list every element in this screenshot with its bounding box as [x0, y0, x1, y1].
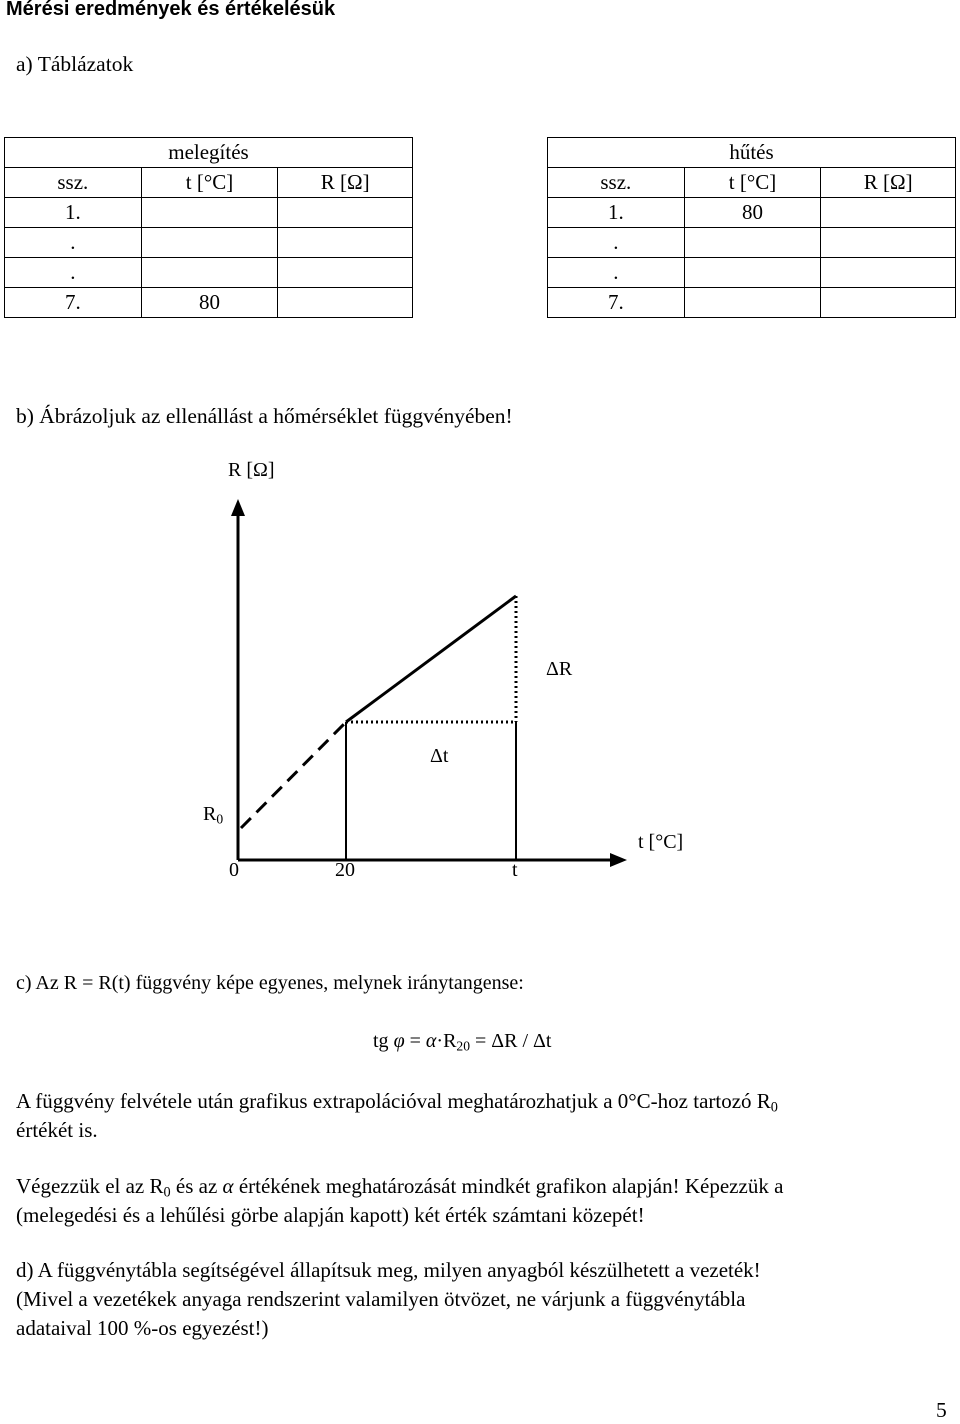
table-cell: . — [5, 258, 142, 288]
section-d-text: d) A függvénytábla segítségével állapítsuk meg, milyen anyagból készülhetett a vezeték! (Mivel a vezetékek anyaga rendszerint valamilyen ötvözet, ne várjunk a függvénytábla adataival 100 %-os egyezést!) — [16, 1258, 761, 1340]
measured-line — [346, 596, 516, 722]
x-axis-label: t [°C] — [638, 831, 684, 853]
extrapolation-line — [241, 722, 346, 828]
x-axis-arrow-icon — [610, 853, 627, 867]
section-a-label: a) Táblázatok — [16, 52, 134, 76]
heating-table-title: melegítés — [5, 138, 413, 168]
table-cell: 80 — [141, 288, 278, 318]
cooling-table-title: hűtés — [548, 138, 956, 168]
table-cell: 7. — [5, 288, 142, 318]
table-cell: 7. — [548, 288, 685, 318]
cooling-header-t: t [°C] — [684, 168, 821, 198]
cooling-header-ssz: ssz. — [548, 168, 685, 198]
page-number: 5 — [936, 1398, 947, 1422]
heating-header-t: t [°C] — [141, 168, 278, 198]
tick-20-label: 20 — [335, 859, 355, 881]
table-cell: . — [548, 228, 685, 258]
table-cell: . — [548, 258, 685, 288]
cooling-header-r: R [Ω] — [821, 168, 956, 198]
tick-0-label: 0 — [229, 859, 239, 881]
y-axis-arrow-icon — [231, 499, 245, 516]
delta-r-label: ΔR — [546, 658, 573, 680]
r0-label: $R_0$ — [203, 803, 224, 827]
paragraph-extrapolation: A függvény felvétele után grafikus extrapolációval meghatározhatjuk a 0°C-hoz tartozó $R_0$ értékét is. — [16, 1089, 778, 1142]
delta-t-label: Δt — [430, 745, 449, 767]
page-heading: Mérési eredmények és értékelésük — [6, 0, 336, 20]
heating-header-r: R [Ω] — [278, 168, 413, 198]
table-cell: 80 — [684, 198, 821, 228]
section-c-text: c) Az R = R(t) függvény képe egyenes, melynek iránytangense: — [16, 972, 524, 994]
heating-header-ssz: ssz. — [5, 168, 142, 198]
slope-formula: tg $\varphi = \alpha\cdot R_{20} = \Delta R / \Delta t$ — [373, 1030, 552, 1054]
paragraph-determination: Végezzük el az $R_0$ és az α értékének meghatározását mindkét grafikon alapján! Képezzük a (melegedési és a lehűlési görbe alapján kapott) két érték számtani közepét! — [16, 1174, 784, 1227]
tick-t-label: t — [512, 859, 518, 881]
y-axis-label: R [Ω] — [228, 459, 275, 481]
table-cell: 1. — [5, 198, 142, 228]
section-b-label: b) Ábrázoljuk az ellenállást a hőmérséklet függvényében! — [16, 404, 513, 428]
table-cell: . — [5, 228, 142, 258]
table-cell: 1. — [548, 198, 685, 228]
